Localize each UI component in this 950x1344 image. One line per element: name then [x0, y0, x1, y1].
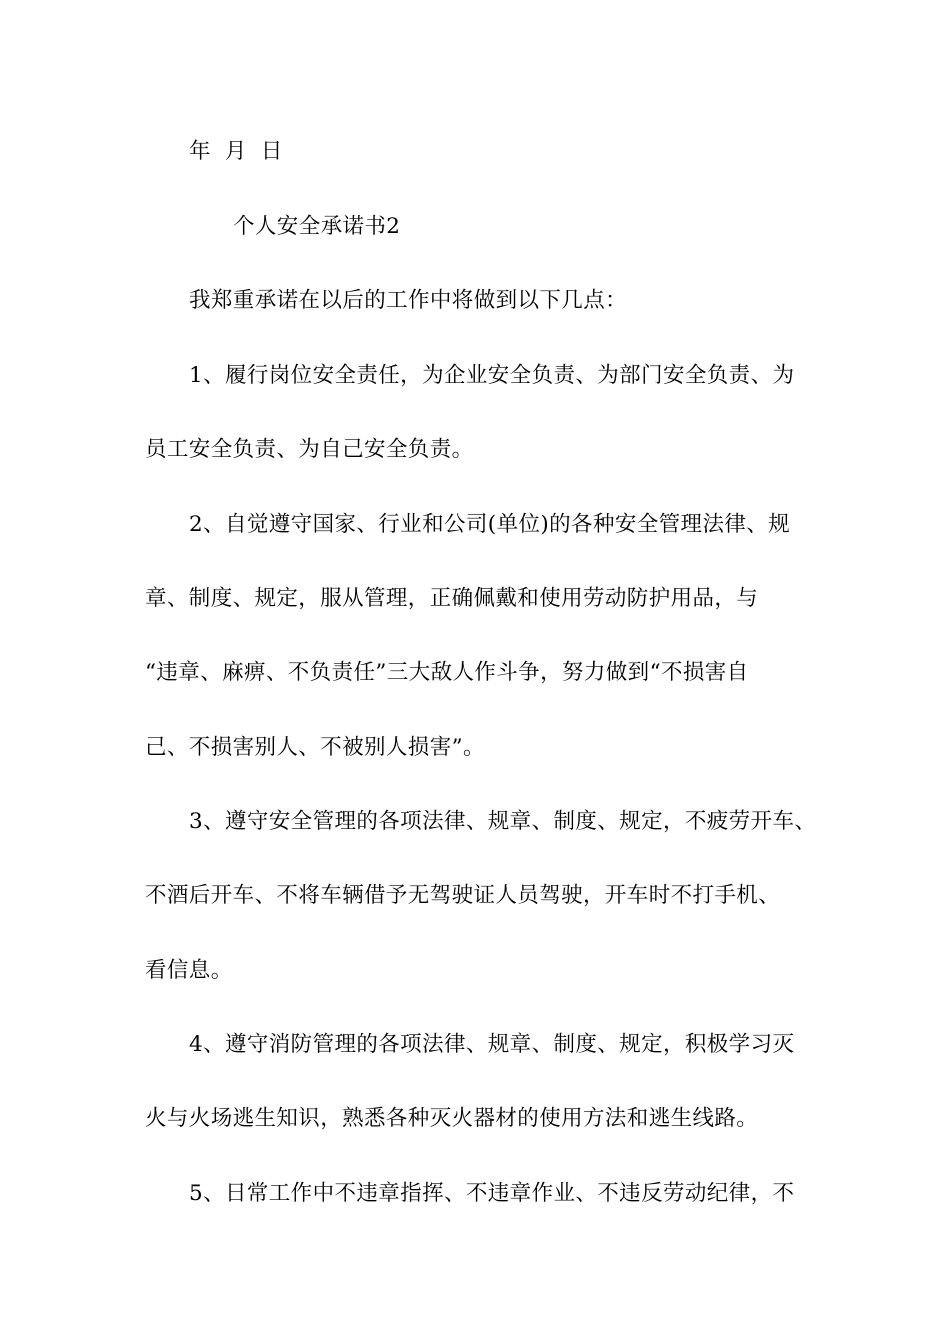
item-2-line-3: “违章、麻痹、不负责任”三大敌人作斗争，努力做到“不损害自: [145, 660, 749, 685]
item-3-line-3: 看信息。: [145, 958, 233, 983]
item-3-line-1: 3、遵守安全管理的各项法律、规章、制度、规定，不疲劳开车、: [189, 809, 817, 834]
item-2-line-2: 章、制度、规定，服从管理，正确佩戴和使用劳动防护用品，与: [145, 586, 759, 611]
item-4-line-2: 火与火场逃生知识，熟悉各种灭火器材的使用方法和逃生线路。: [145, 1106, 759, 1131]
item-1-line-1: 1、履行岗位安全责任，为企业安全负责、为部门安全负责、为: [189, 363, 795, 388]
date-line: [189, 137, 859, 167]
date-day: 日: [260, 139, 283, 164]
item-2-line-4: 己、不损害别人、不被别人损害”。: [145, 735, 485, 760]
intro-paragraph: 我郑重承诺在以后的工作中将做到以下几点：: [189, 288, 628, 313]
item-1-line-2: 员工安全负责、为自己安全负责。: [145, 437, 474, 462]
item-5-line-1: 5、日常工作中不违章指挥、不违章作业、不违反劳动纪律，不: [189, 1181, 795, 1206]
document-title: 个人安全承诺书2: [233, 214, 401, 239]
date-year: 年: [189, 139, 211, 164]
item-2-line-1: 2、自觉遵守国家、行业和公司(单位)的各种安全管理法律、规: [189, 512, 791, 537]
item-4-line-1: 4、遵守消防管理的各项法律、规章、制度、规定，积极学习灭: [189, 1032, 795, 1057]
date-month: 月: [224, 139, 247, 164]
item-3-line-2: 不酒后开车、不将车辆借予无驾驶证人员驾驶，开车时不打手机、: [145, 883, 781, 908]
